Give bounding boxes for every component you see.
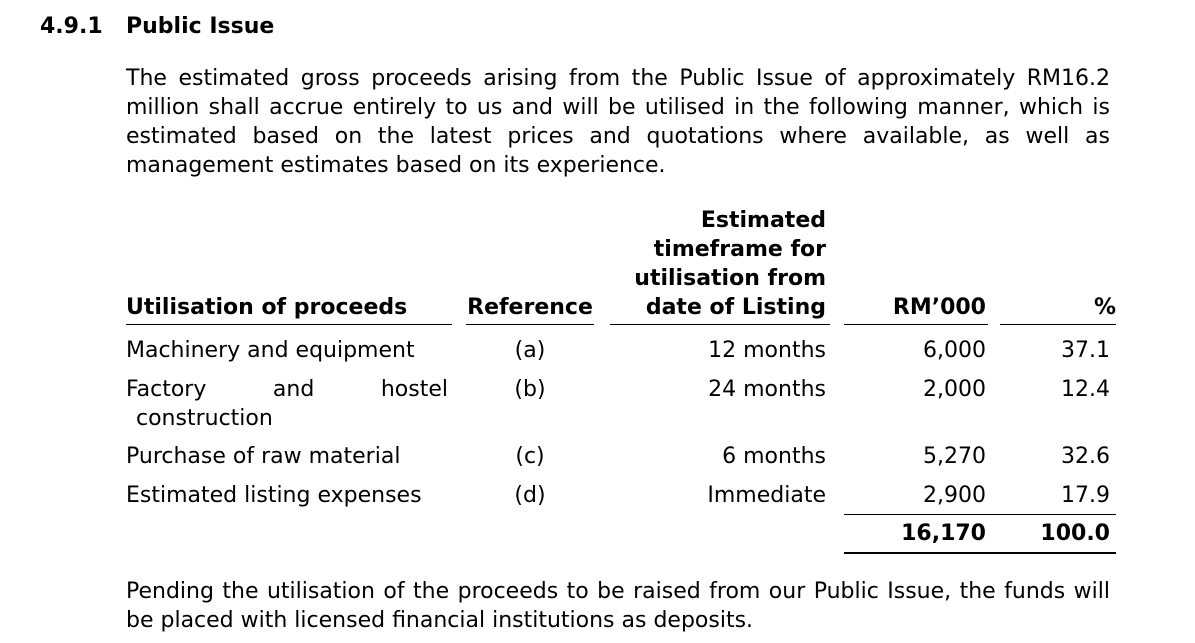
row-reference: (c): [515, 444, 545, 469]
row-percent: 32.6: [1061, 444, 1110, 469]
row-timeframe: 6 months: [722, 444, 826, 469]
row-amount: 5,270: [923, 444, 986, 469]
header-amount: RM’000: [892, 295, 986, 320]
row-percent: 37.1: [1061, 338, 1110, 363]
section-title: Public Issue: [126, 14, 275, 39]
intro-paragraph: The estimated gross proceeds arising from the Public Issue of approximately RM16.2 million shall accrue entirely to us and will be utilised in the following manner, which is estimated based on the latest prices and quotations where available, as well as management estimates based on its experience.: [126, 66, 1110, 178]
row-item-word: and: [272, 377, 315, 402]
total-amount: 16,170: [901, 521, 986, 546]
section-number: 4.9.1: [40, 14, 103, 39]
row-item: Estimated listing expenses: [126, 483, 422, 508]
row-amount: 2,000: [923, 377, 986, 402]
row-reference: (a): [514, 338, 546, 363]
total-rule-bottom: [844, 552, 1116, 554]
row-item: Machinery and equipment: [126, 338, 415, 363]
header-timeframe-line: timeframe for: [653, 237, 826, 262]
row-reference: (d): [514, 483, 546, 508]
row-percent: 12.4: [1061, 377, 1110, 402]
header-percent: %: [1093, 295, 1116, 320]
row-timeframe: 24 months: [708, 377, 826, 402]
row-amount: 2,900: [923, 483, 986, 508]
header-underline: [1000, 324, 1116, 325]
row-percent: 17.9: [1061, 483, 1110, 508]
header-underline: [844, 324, 988, 325]
header-underline: [126, 324, 452, 325]
header-reference: Reference: [467, 295, 593, 320]
header-timeframe-line: date of Listing: [645, 295, 826, 320]
row-item: [126, 375, 448, 404]
row-item-continuation: construction: [136, 406, 273, 431]
header-timeframe-line: utilisation from: [634, 266, 826, 291]
outro-paragraph: Pending the utilisation of the proceeds to be raised from our Public Issue, the funds will be placed with licensed financial institutions as deposits.: [126, 579, 1110, 633]
total-percent: 100.0: [1040, 521, 1110, 546]
row-timeframe: 12 months: [708, 338, 826, 363]
header-underline: [466, 324, 594, 325]
header-underline: [610, 324, 830, 325]
header-utilisation: Utilisation of proceeds: [126, 295, 408, 320]
row-item-word: hostel: [380, 377, 448, 402]
row-reference: (b): [514, 377, 546, 402]
total-rule-top: [844, 514, 1116, 515]
row-item: Purchase of raw material: [126, 444, 401, 469]
header-timeframe-line: Estimated: [700, 208, 826, 233]
row-item-word: Factory: [126, 377, 207, 402]
row-timeframe: Immediate: [707, 483, 826, 508]
row-amount: 6,000: [923, 338, 986, 363]
